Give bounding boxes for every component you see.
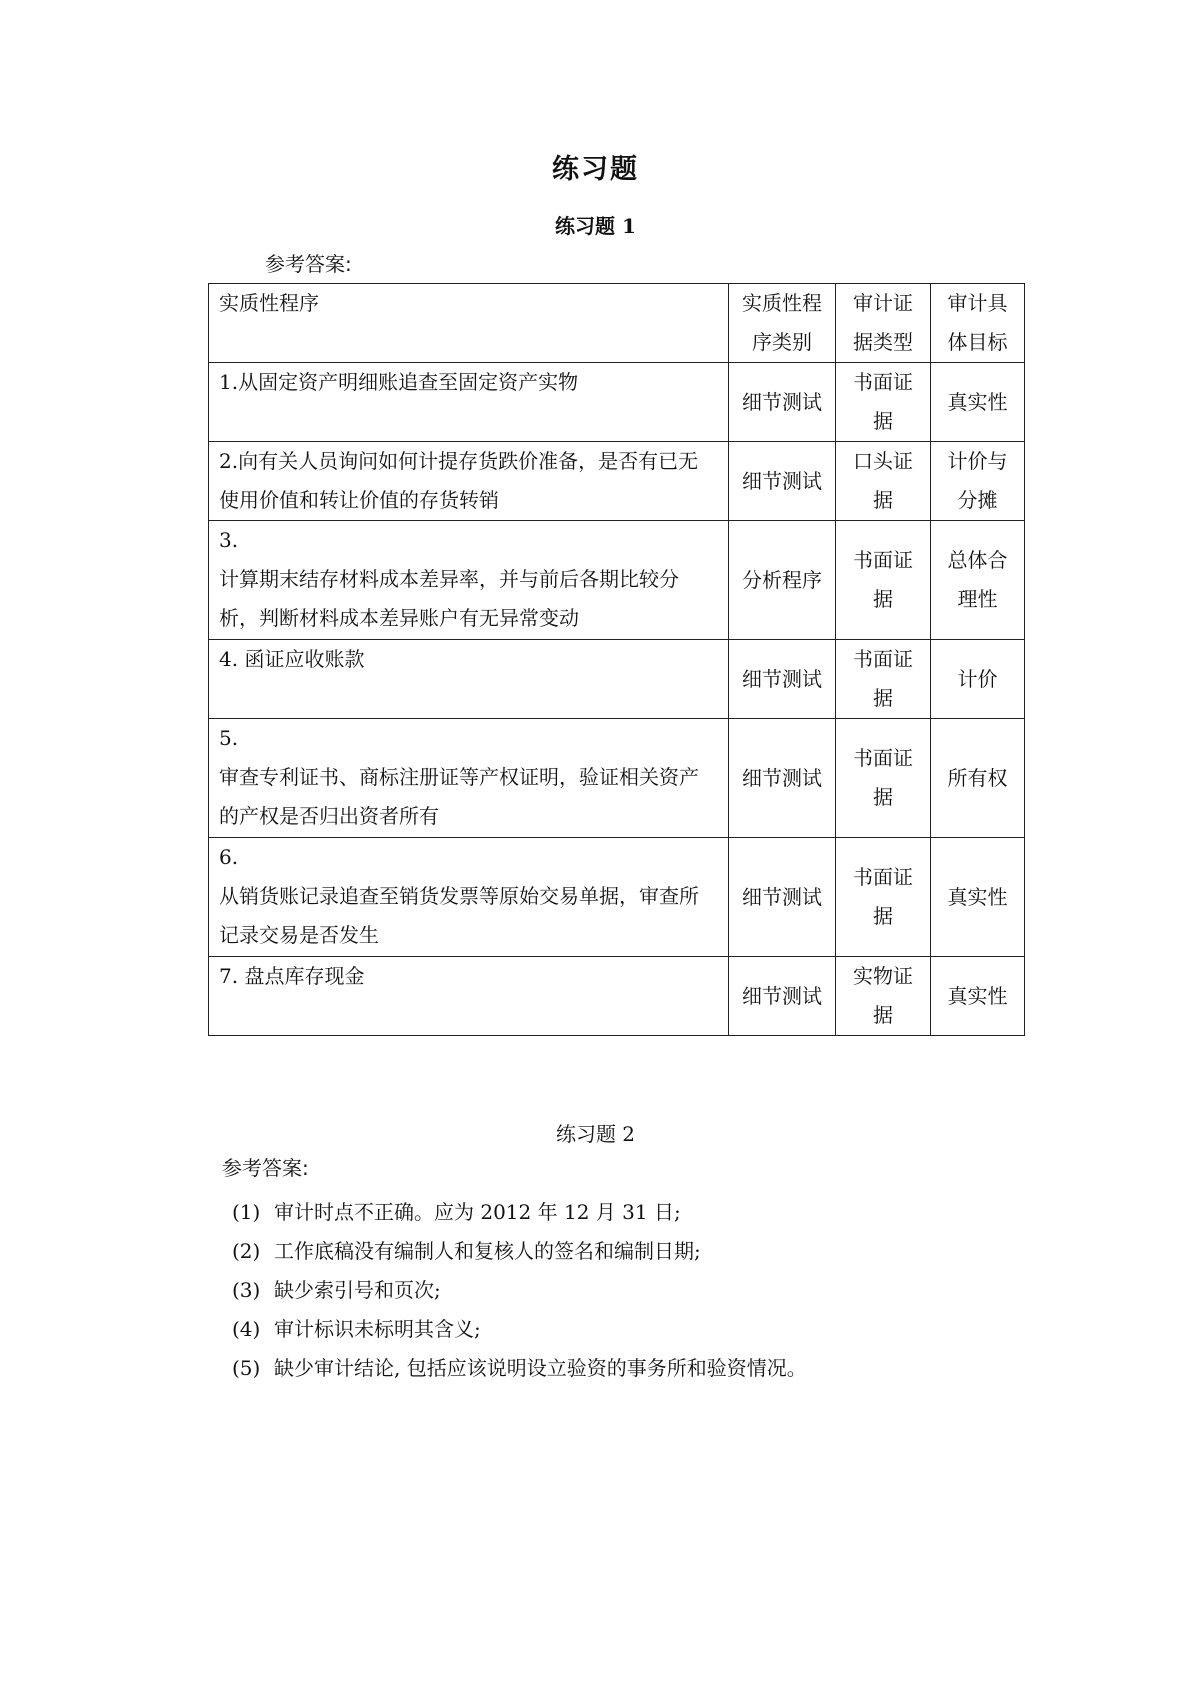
cell-objective: 所有权 xyxy=(931,719,1025,838)
item-number: (3) xyxy=(232,1278,261,1302)
table-header-row xyxy=(209,284,1025,363)
cell-evidence: 书面证据 xyxy=(836,838,931,957)
cell-procedure: 4. 函证应收账款 xyxy=(209,640,729,719)
item-number: (1) xyxy=(232,1200,261,1224)
cell-evidence: 书面证据 xyxy=(836,640,931,719)
cell-procedure: 1.从固定资产明细账追查至固定资产实物 xyxy=(209,363,729,442)
exercise-2-heading: 练习题 2 xyxy=(555,1122,636,1146)
item-number: (5) xyxy=(232,1356,261,1380)
header-procedure: 实质性程序 xyxy=(209,284,729,363)
table-row xyxy=(209,957,1025,1036)
exercise-1-answer-label: 参考答案: xyxy=(265,252,352,276)
cell-objective: 真实性 xyxy=(931,363,1025,442)
cell-objective: 计价与分摊 xyxy=(931,442,1025,521)
table-row xyxy=(209,363,1025,442)
cell-objective: 真实性 xyxy=(931,838,1025,957)
list-item xyxy=(232,1310,807,1349)
list-item xyxy=(232,1349,807,1388)
cell-objective: 真实性 xyxy=(931,957,1025,1036)
cell-objective: 总体合理性 xyxy=(931,521,1025,640)
cell-evidence: 书面证据 xyxy=(836,363,931,442)
item-text: 工作底稿没有编制人和复核人的签名和编制日期; xyxy=(274,1239,701,1263)
answer-list xyxy=(232,1193,807,1388)
cell-procedure: 5. 审查专利证书、商标注册证等产权证明，验证相关资产的产权是否归出资者所有 xyxy=(209,719,729,838)
cell-procedure: 7. 盘点库存现金 xyxy=(209,957,729,1036)
header-evidence: 审计证据类型 xyxy=(836,284,931,363)
exercise-2-answer-label: 参考答案: xyxy=(222,1156,309,1180)
item-text: 审计标识未标明其含义; xyxy=(274,1317,481,1341)
exercise-1-heading: 练习题 1 xyxy=(555,214,636,238)
cell-category: 细节测试 xyxy=(729,363,836,442)
cell-category: 细节测试 xyxy=(729,640,836,719)
header-category: 实质性程序类别 xyxy=(729,284,836,363)
cell-category: 细节测试 xyxy=(729,442,836,521)
item-text: 缺少索引号和页次; xyxy=(274,1278,441,1302)
cell-objective: 计价 xyxy=(931,640,1025,719)
table-row xyxy=(209,521,1025,640)
table-row xyxy=(209,838,1025,957)
page-title: 练习题 xyxy=(552,154,639,185)
cell-evidence: 书面证据 xyxy=(836,521,931,640)
table-row xyxy=(209,442,1025,521)
cell-category: 细节测试 xyxy=(729,719,836,838)
cell-category: 分析程序 xyxy=(729,521,836,640)
list-item xyxy=(232,1193,807,1232)
header-objective: 审计具体目标 xyxy=(931,284,1025,363)
list-item xyxy=(232,1232,807,1271)
audit-procedure-table xyxy=(208,283,1025,1036)
list-item xyxy=(232,1271,807,1310)
cell-category: 细节测试 xyxy=(729,838,836,957)
cell-procedure: 6. 从销货账记录追查至销货发票等原始交易单据，审查所记录交易是否发生 xyxy=(209,838,729,957)
cell-evidence: 口头证据 xyxy=(836,442,931,521)
cell-category: 细节测试 xyxy=(729,957,836,1036)
cell-evidence: 实物证据 xyxy=(836,957,931,1036)
table-row xyxy=(209,640,1025,719)
cell-evidence: 书面证据 xyxy=(836,719,931,838)
item-text: 审计时点不正确。应为 2012 年 12 月 31 日; xyxy=(274,1200,681,1224)
cell-procedure: 2.向有关人员询问如何计提存货跌价准备，是否有已无使用价值和转让价值的存货转销 xyxy=(209,442,729,521)
table-row xyxy=(209,719,1025,838)
cell-procedure: 3. 计算期末结存材料成本差异率，并与前后各期比较分析，判断材料成本差异账户有无异常变动 xyxy=(209,521,729,640)
item-text: 缺少审计结论, 包括应该说明设立验资的事务所和验资情况。 xyxy=(274,1356,807,1380)
item-number: (4) xyxy=(232,1317,261,1341)
item-number: (2) xyxy=(232,1239,261,1263)
